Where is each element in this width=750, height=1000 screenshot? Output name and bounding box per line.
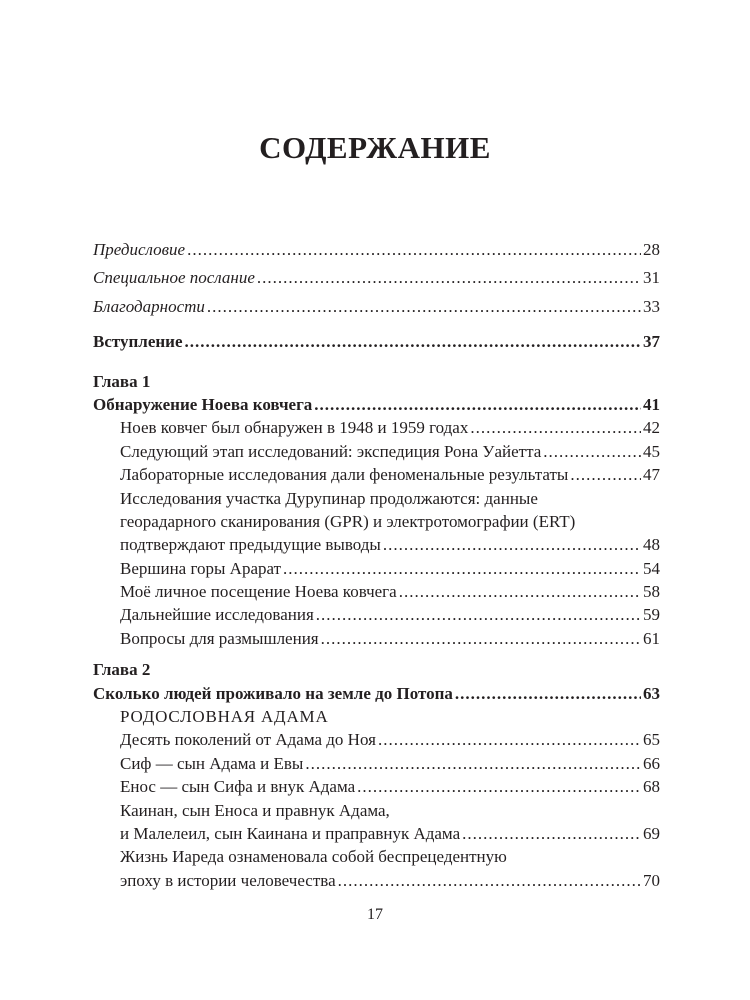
dot-leader <box>207 295 641 318</box>
entry-page: 33 <box>643 296 660 316</box>
chapter-heading: Глава 2 <box>93 660 151 680</box>
entry-label: Десять поколений от Адама до Ноя <box>120 730 376 750</box>
toc-entry-line: Жизнь Иареда ознаменовала собой беспрецедентную <box>120 847 507 867</box>
entry-label: Вопросы для размышления <box>120 628 319 648</box>
dot-leader <box>383 533 641 556</box>
dot-leader <box>187 238 641 261</box>
entry-label: Енос — сын Сифа и внук Адама <box>120 777 356 797</box>
entry-label: Специальное послание <box>93 268 255 288</box>
dot-leader <box>321 627 641 650</box>
entry-page: 47 <box>643 465 660 485</box>
toc-entry-chapter-1[interactable] <box>93 393 660 416</box>
dot-leader <box>570 463 641 486</box>
entry-page: 59 <box>643 605 660 625</box>
table-of-contents <box>93 238 660 892</box>
entry-page: 37 <box>643 332 660 352</box>
toc-entry-line: Исследования участка Дурупинар продолжаются: данные <box>120 488 538 508</box>
entry-label: Предисловие <box>93 240 186 259</box>
toc-entry-line: Каинан, сын Еноса и правнук Адама, <box>120 800 390 820</box>
toc-entry-introduction[interactable] <box>93 330 660 353</box>
toc-entry-acknowledgements[interactable] <box>93 295 660 318</box>
entry-label: Следующий этап исследований: экспедиция Рона Уайетта <box>120 441 542 461</box>
entry-label: Сколько людей проживало на земле до Потопа <box>93 683 453 703</box>
entry-label: и Малелеил, сын Каинана и праправнук Адама <box>120 823 461 843</box>
entry-page: 66 <box>643 753 660 773</box>
section-heading: РОДОСЛОВНАЯ АДАМА <box>120 707 329 727</box>
entry-page: 45 <box>643 441 660 461</box>
toc-entry[interactable] <box>93 533 660 556</box>
toc-entry-preface[interactable] <box>93 238 660 261</box>
dot-leader <box>378 728 641 751</box>
dot-leader <box>338 869 641 892</box>
dot-leader <box>455 682 641 705</box>
entry-label: Вступление <box>93 332 183 352</box>
entry-label: Моё личное посещение Ноева ковчега <box>120 582 397 602</box>
toc-entry[interactable] <box>93 822 660 845</box>
toc-entry[interactable] <box>93 557 660 580</box>
dot-leader <box>470 416 641 439</box>
entry-label: Вершина горы Арарат <box>120 558 282 578</box>
dot-leader <box>305 752 641 775</box>
entry-label: Обнаружение Ноева ковчега <box>93 394 313 414</box>
entry-label: подтверждают предыдущие выводы <box>120 535 381 555</box>
toc-entry[interactable] <box>93 440 660 463</box>
entry-page: 58 <box>643 582 660 602</box>
toc-entry[interactable] <box>93 416 660 439</box>
toc-entry[interactable] <box>93 869 660 892</box>
dot-leader <box>314 393 641 416</box>
entry-page: 28 <box>643 240 660 259</box>
dot-leader <box>399 580 641 603</box>
entry-label: эпоху в истории человечества <box>120 870 336 890</box>
dot-leader <box>185 330 641 353</box>
toc-entry[interactable] <box>93 775 660 798</box>
toc-entry[interactable] <box>93 728 660 751</box>
entry-label: Сиф — сын Адама и Евы <box>120 753 304 773</box>
dot-leader <box>283 557 641 580</box>
entry-page: 61 <box>643 628 660 648</box>
toc-entry-chapter-2[interactable] <box>93 682 660 705</box>
chapter-heading: Глава 1 <box>93 371 151 391</box>
entry-label: Дальнейшие исследования <box>120 605 314 625</box>
entry-page: 42 <box>643 418 660 438</box>
page-title: СОДЕРЖАНИЕ <box>259 130 491 165</box>
dot-leader <box>357 775 641 798</box>
entry-page: 70 <box>643 870 660 890</box>
toc-entry[interactable] <box>93 752 660 775</box>
dot-leader <box>257 266 641 289</box>
entry-label: Благодарности <box>93 296 205 316</box>
dot-leader <box>316 603 641 626</box>
page-number: 17 <box>367 906 383 923</box>
entry-page: 68 <box>643 777 660 797</box>
toc-entry-line: георадарного сканирования (GPR) и электротомографии (ERT) <box>120 511 576 531</box>
entry-page: 65 <box>643 730 660 750</box>
entry-label: Ноев ковчег был обнаружен в 1948 и 1959 годах <box>120 418 469 438</box>
dot-leader <box>543 440 641 463</box>
entry-page: 54 <box>643 558 660 578</box>
toc-entry-special-message[interactable] <box>93 266 660 289</box>
toc-entry[interactable] <box>93 580 660 603</box>
dot-leader <box>462 822 641 845</box>
entry-page: 69 <box>643 823 660 843</box>
entry-page: 31 <box>643 268 660 288</box>
entry-page: 41 <box>643 394 660 414</box>
toc-entry[interactable] <box>93 603 660 626</box>
entry-label: Лабораторные исследования дали феноменальные результаты <box>120 465 569 485</box>
entry-page: 48 <box>643 535 660 555</box>
entry-page: 63 <box>643 683 660 703</box>
toc-entry[interactable] <box>93 627 660 650</box>
toc-entry[interactable] <box>93 463 660 486</box>
